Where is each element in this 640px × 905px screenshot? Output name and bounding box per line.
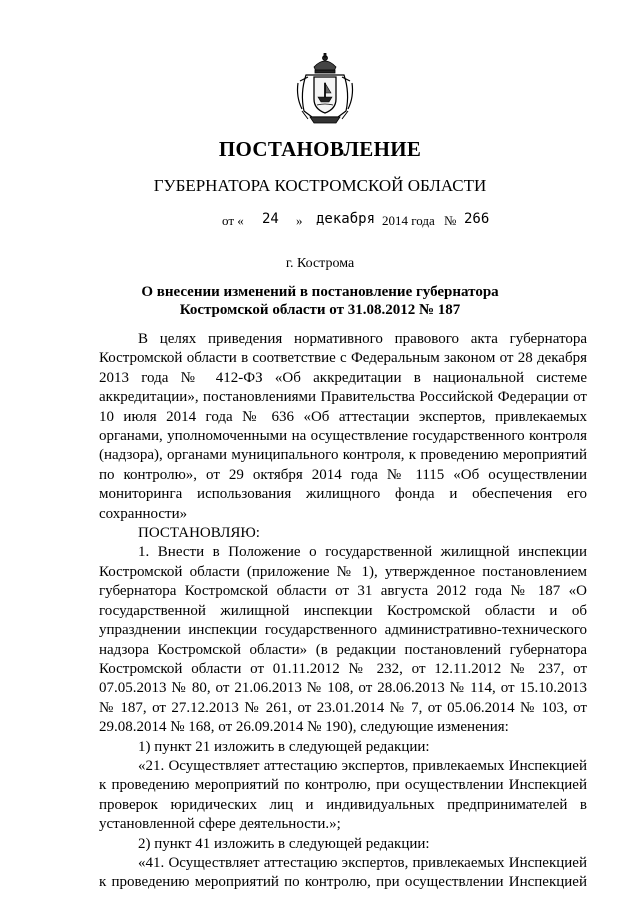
document-number: 266	[464, 211, 490, 227]
date-quote-close: »	[296, 213, 303, 228]
city-line: г. Кострома	[285, 256, 355, 271]
issuer-title: ГУБЕРНАТОРА КОСТРОМСКОЙ ОБЛАСТИ	[153, 176, 487, 195]
coat-of-arms-emblem	[294, 53, 356, 125]
date-month: декабря	[316, 211, 376, 227]
subitem-2-paragraph: 2) пункт 41 изложить в следующей редакции:	[138, 835, 430, 852]
document-heading	[130, 283, 510, 319]
decree-word: ПОСТАНОВЛЯЮ:	[138, 525, 260, 542]
date-line	[0, 213, 640, 235]
preamble-paragraph: В целях приведения нормативного правового акта губернатора Костромской области в соответствие с Федеральным законом от 28 декабря 2013 года № 412-ФЗ «Об аккредитации в национальной системе аккредитации», постановлениями Правительства Российской Федерации от 10 июля 2014 года № 636 «Об аттестации экспертов, привлекаемых органами, уполномоченными на осуществление государственного контроля (надзора), органами муниципального контроля, к проведению мероприятий по контролю», от 29 октября 2014 года № 1115 «Об осуществлении мониторинга использования жилищного фонда и обеспечения его сохранности»	[99, 331, 587, 522]
date-prefix: от «	[222, 213, 244, 228]
quote-2-paragraph: «41. Осуществляет аттестацию экспертов, привлекаемых Инспекцией к проведению мероприятий по контролю, при осуществлении Инспекцией	[99, 854, 587, 891]
date-day: 24	[262, 211, 279, 227]
heading-line-1: О внесении изменений в постановление губернатора	[141, 284, 499, 300]
crown-icon	[314, 53, 336, 73]
date-year: 2014 года	[382, 213, 435, 228]
heading-line-2: Костромской области от 31.08.2012 № 187	[179, 302, 461, 318]
item-1-paragraph: 1. Внести в Положение о государственной жилищной инспекции Костромской области (приложение № 1), утвержденное постановлением губернатора Костромской области от 31 августа 2012 года № 187 «О государственной жилищной инспекции Костромской области и об упразднении инспекции государственного административно-технического надзора Костромской области» (в редакции постановлений губернатора Костромской области от 01.11.2012 № 232, от 12.11.2012 № 237, от 07.05.2013 № 80, от 21.06.2013 № 108, от 28.06.2013 № 114, от 15.10.2013 № 187, от 27.12.2013 № 261, от 23.01.2014 № 7, от 05.06.2014 № 103, от 29.08.2014 № 168, от 26.09.2014 № 190), следующие изменения:	[99, 544, 587, 736]
document-body	[99, 330, 587, 893]
number-sign: №	[444, 213, 457, 228]
quote-1-paragraph: «21. Осуществляет аттестацию экспертов, привлекаемых Инспекцией к проведению мероприятий по контролю, при осуществлении Инспекцией проверок юридических лиц и индивидуальных предпринимателей в установленной сфере деятельности.»;	[99, 757, 587, 833]
document-title: ПОСТАНОВЛЕНИЕ	[218, 137, 422, 161]
subitem-1-paragraph: 1) пункт 21 изложить в следующей редакции:	[138, 738, 430, 755]
